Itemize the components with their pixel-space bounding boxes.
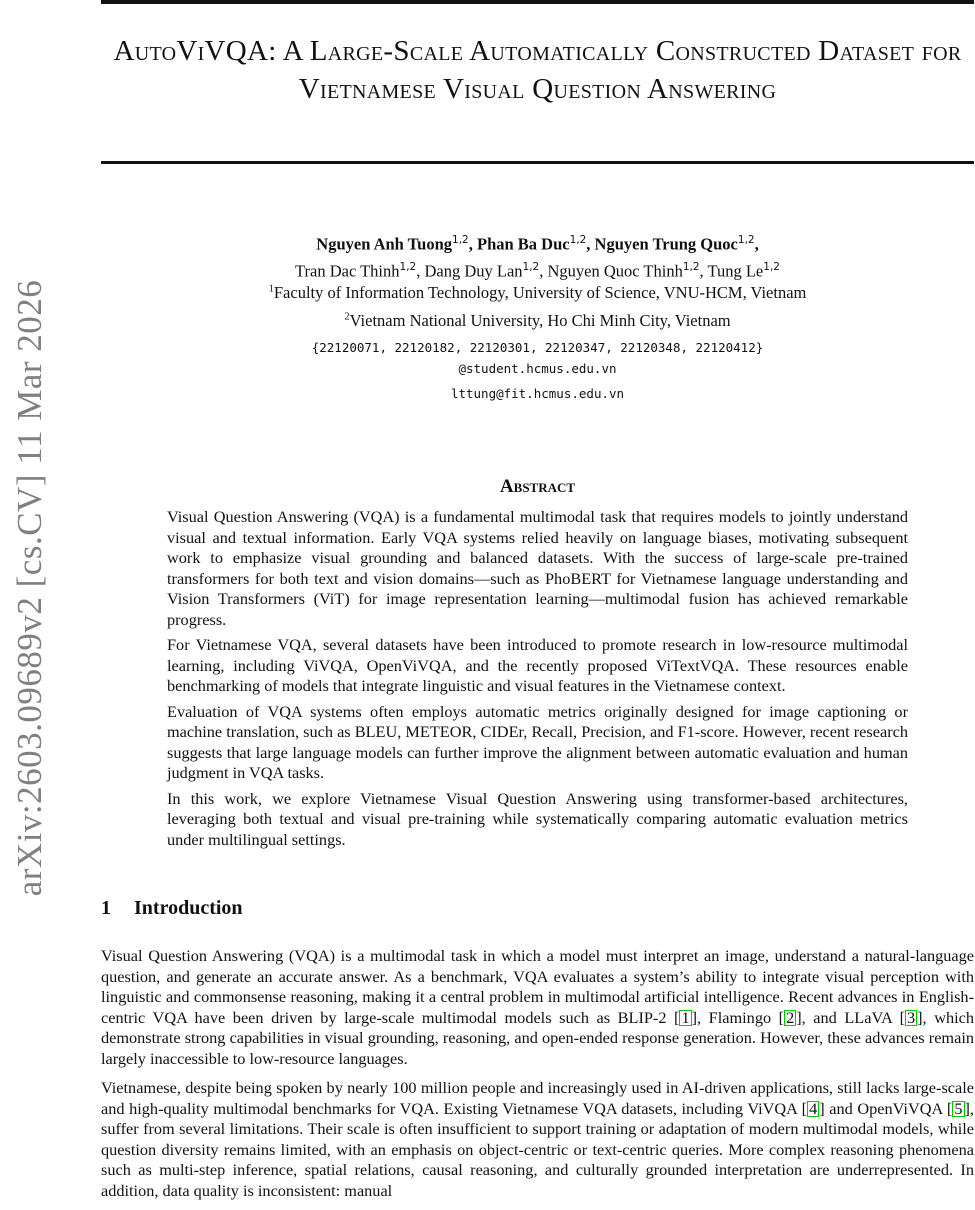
abstract-paragraph: For Vietnamese VQA, several datasets have been introduced to promote research in low-resource multimodal learning, including ViVQA, OpenViVQA, and the recently proposed ViTextVQA. These resources enable benchmarking of models that integrate linguistic and visual features in the Vietnamese context.	[167, 635, 908, 695]
author-sep: ,	[539, 261, 548, 280]
author-name: Tran Dac Thinh	[295, 261, 400, 280]
citation-link[interactable]: 4	[809, 1098, 818, 1118]
author-sep: ,	[468, 234, 477, 254]
author-line-1	[101, 229, 974, 256]
author-name: Dang Duy Lan	[424, 261, 523, 280]
text-run: ], which demonstrate strong capabilities in visual grounding, reasoning, and open-ended response generation. However, these advances remain largely inaccessible to low-resource languages.	[101, 1007, 974, 1068]
arxiv-id: arXiv:2603.09689v2 [cs.CV] 11 Mar 2026	[10, 279, 49, 897]
author-name: Nguyen Trung Quoc	[594, 234, 738, 254]
intro-paragraph-2	[101, 1078, 974, 1201]
text-run: ], and LLaVA [	[796, 1007, 905, 1027]
author-affil-sup: 1,2	[682, 260, 700, 273]
author-affil-sup: 1,2	[452, 234, 469, 246]
email-ids: {22120071, 22120182, 22120301, 22120347, 22120348, 22120412}	[311, 340, 764, 355]
paper-title: AutoViVQA: A Large-Scale Automatically Constructed Dataset for Vietnamese Visual Question Answering	[113, 35, 962, 105]
text-run: Vietnamese, despite being spoken by nearly 100 million people and increasingly used in AI-driven applications, still lacks large-scale and high-quality multimodal benchmarks for VQA. Existing Vietnamese VQA datasets, including ViVQA [	[101, 1078, 974, 1118]
title-rule-bottom	[101, 161, 974, 164]
affiliation-sup: 1	[268, 283, 274, 295]
email-corresponding: lttung@fit.hcmus.edu.vn	[450, 386, 625, 401]
author-sep: ,	[586, 234, 595, 254]
affiliation-text: Vietnam National University, Ho Chi Minh City, Vietnam	[349, 311, 731, 330]
author-name: Nguyen Anh Tuong	[316, 234, 453, 254]
author-name: Nguyen Quoc Thinh	[547, 261, 683, 280]
abstract-paragraph: Evaluation of VQA systems often employs automatic metrics originally designed for image captioning or machine translation, such as BLEU, METEOR, CIDEr, Recall, Precision, and F1-score. However, recent research suggests that large language models can further improve the alignment between automatic evaluation and human judgment in VQA tasks.	[167, 701, 908, 782]
text-run: ], Flamingo [	[691, 1007, 785, 1027]
text-run: ] and OpenViVQA [	[819, 1098, 953, 1118]
section-title: Introduction	[134, 897, 243, 919]
abstract-heading: Abstract	[499, 476, 576, 497]
abstract-paragraph: Visual Question Answering (VQA) is a fundamental multimodal task that requires models to jointly understand visual and textual information. Early VQA systems relied heavily on language biases, motivating subsequent work to emphasize visual grounding and balanced datasets. With the success of large-scale pre-trained transformers for both text and vision domains—such as PhoBERT for Vietnamese language understanding and Vision Transformers (ViT) for image representation learning—multimodal fusion has achieved remarkable progress.	[167, 507, 908, 629]
author-line-2	[101, 256, 974, 283]
author-block	[101, 229, 974, 282]
citation-link[interactable]: 2	[786, 1007, 795, 1027]
affiliation-text: Faculty of Information Technology, University of Science, VNU-HCM, Vietnam	[273, 283, 807, 302]
introduction-body	[101, 946, 974, 1210]
author-name: Tung Le	[707, 261, 764, 280]
author-name: Phan Ba Duc	[476, 234, 570, 254]
text-run: Visual Question Answering (VQA) is a multimodal task in which a model must interpret an image, understand a natural-language question, and generate an accurate answer. As a benchmark, VQA evaluates a system’s ability to integrate visual perception with linguistic and commonsense reasoning, making it a central problem in multimodal artificial intelligence. Recent advances in English-centric VQA have been driven by large-scale multimodal models such as BLIP-2 [	[101, 946, 974, 1027]
title-rule-top	[101, 0, 974, 4]
affiliation-2	[101, 311, 974, 331]
text-run: ], suffer from several limitations. Their scale is often insufficient to support training or adaptation of modern multimodal models, while question diversity remains limited, with an emphasis on object-centric or text-centric queries. More complex reasoning phenomena such as multi-step inference, spatial relations, causal reasoning, and culturally grounded interpretation are underrepresented. In addition, data quality is inconsistent: manual	[101, 1098, 974, 1200]
section-number: 1	[101, 897, 111, 919]
author-affil-sup: 1,2	[522, 260, 540, 273]
abstract-paragraph: In this work, we explore Vietnamese Visual Question Answering using transformer-based architectures, leveraging both textual and visual pre-training while systematically comparing automatic evaluation metrics under multilingual settings.	[167, 788, 908, 849]
citation-link[interactable]: 5	[954, 1098, 963, 1118]
author-sep: ,	[754, 234, 759, 254]
author-sep: ,	[699, 261, 708, 280]
author-sep: ,	[416, 261, 425, 280]
author-affil-sup: 1,2	[737, 234, 755, 246]
section-heading	[101, 897, 243, 920]
abstract-body	[167, 507, 908, 855]
affiliation-1	[101, 283, 974, 303]
affiliation-sup: 2	[344, 311, 350, 323]
email-domain: @student.hcmus.edu.vn	[458, 361, 617, 376]
citation-link[interactable]: 1	[681, 1007, 690, 1027]
author-affil-sup: 1,2	[569, 234, 587, 246]
intro-paragraph-1	[101, 946, 974, 1069]
author-affil-sup: 1,2	[399, 260, 417, 273]
citation-link[interactable]: 3	[907, 1007, 916, 1027]
author-affil-sup: 1,2	[763, 260, 780, 273]
